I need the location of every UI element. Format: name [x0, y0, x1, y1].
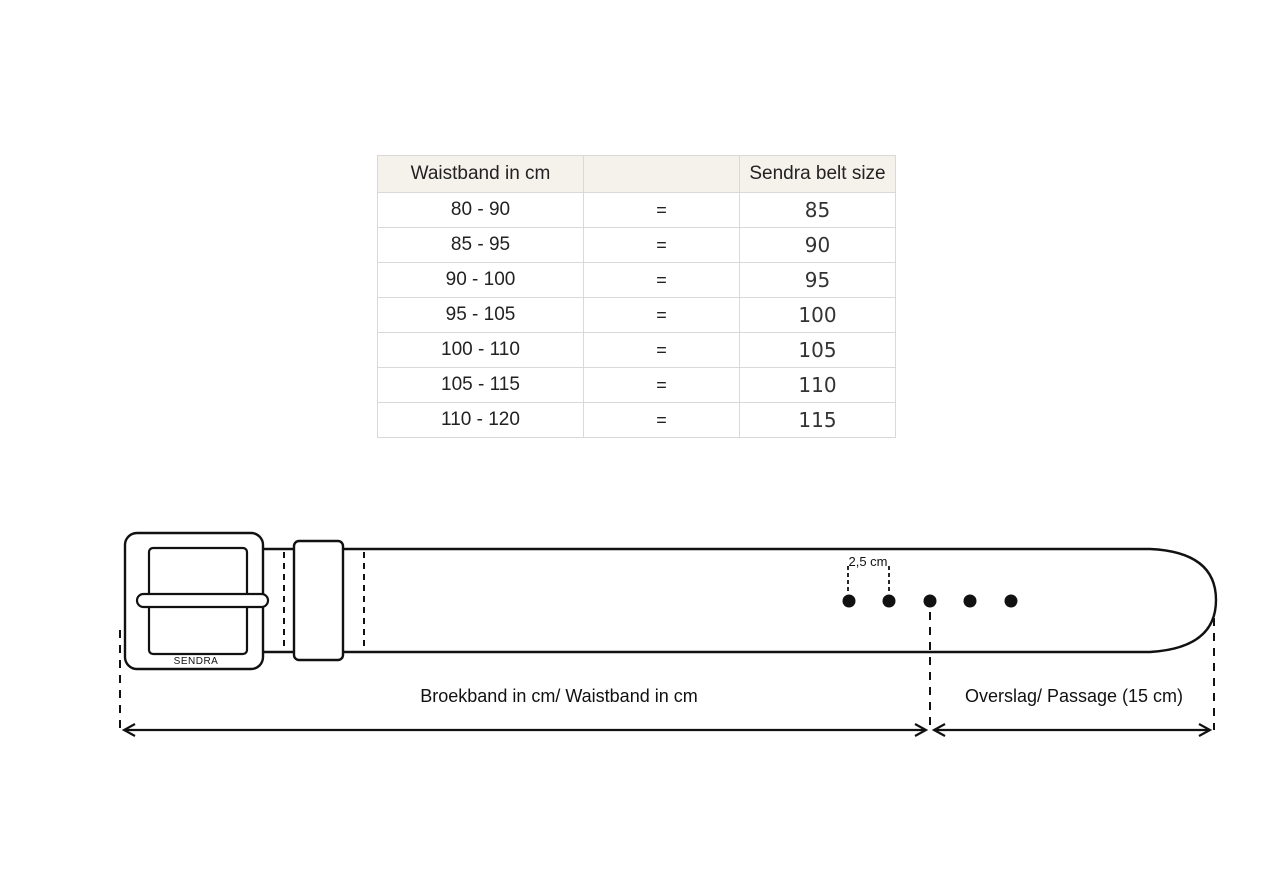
waistband-cell: 110 - 120	[378, 403, 584, 438]
belt-size-cell: 110	[740, 368, 896, 403]
belt-size-cell: 85	[740, 193, 896, 228]
waistband-cell: 100 - 110	[378, 333, 584, 368]
equals-cell: =	[584, 298, 740, 333]
belt-size-cell: 105	[740, 333, 896, 368]
belt-hole	[964, 595, 977, 608]
waistband-cell: 80 - 90	[378, 193, 584, 228]
belt-hole	[843, 595, 856, 608]
equals-cell: =	[584, 263, 740, 298]
overlap-label: Overslag/ Passage (15 cm)	[964, 686, 1184, 706]
waistband-cell: 105 - 115	[378, 368, 584, 403]
belt-holes	[843, 595, 1018, 608]
brand-label: SENDRA	[173, 656, 219, 667]
waistband-label: Broekband in cm/ Waistband in cm	[420, 686, 698, 706]
waistband-cell: 95 - 105	[378, 298, 584, 333]
equals-cell: =	[584, 228, 740, 263]
belt-size-cell: 90	[740, 228, 896, 263]
hole-spacing-label: 2,5 cm	[848, 554, 888, 569]
waistband-cell: 90 - 100	[378, 263, 584, 298]
header-waistband: Waistband in cm	[378, 156, 584, 193]
belt-buckle	[125, 533, 268, 669]
header-belt-size: Sendra belt size	[740, 156, 896, 193]
belt-size-cell: 95	[740, 263, 896, 298]
equals-cell: =	[584, 193, 740, 228]
belt-keeper	[294, 541, 343, 660]
equals-cell: =	[584, 333, 740, 368]
waistband-cell: 85 - 95	[378, 228, 584, 263]
equals-cell: =	[584, 403, 740, 438]
equals-cell: =	[584, 368, 740, 403]
belt-size-cell: 115	[740, 403, 896, 438]
belt-size-cell: 100	[740, 298, 896, 333]
belt-strap	[250, 549, 1216, 652]
belt-hole	[924, 595, 937, 608]
belt-hole	[883, 595, 896, 608]
belt-hole	[1005, 595, 1018, 608]
